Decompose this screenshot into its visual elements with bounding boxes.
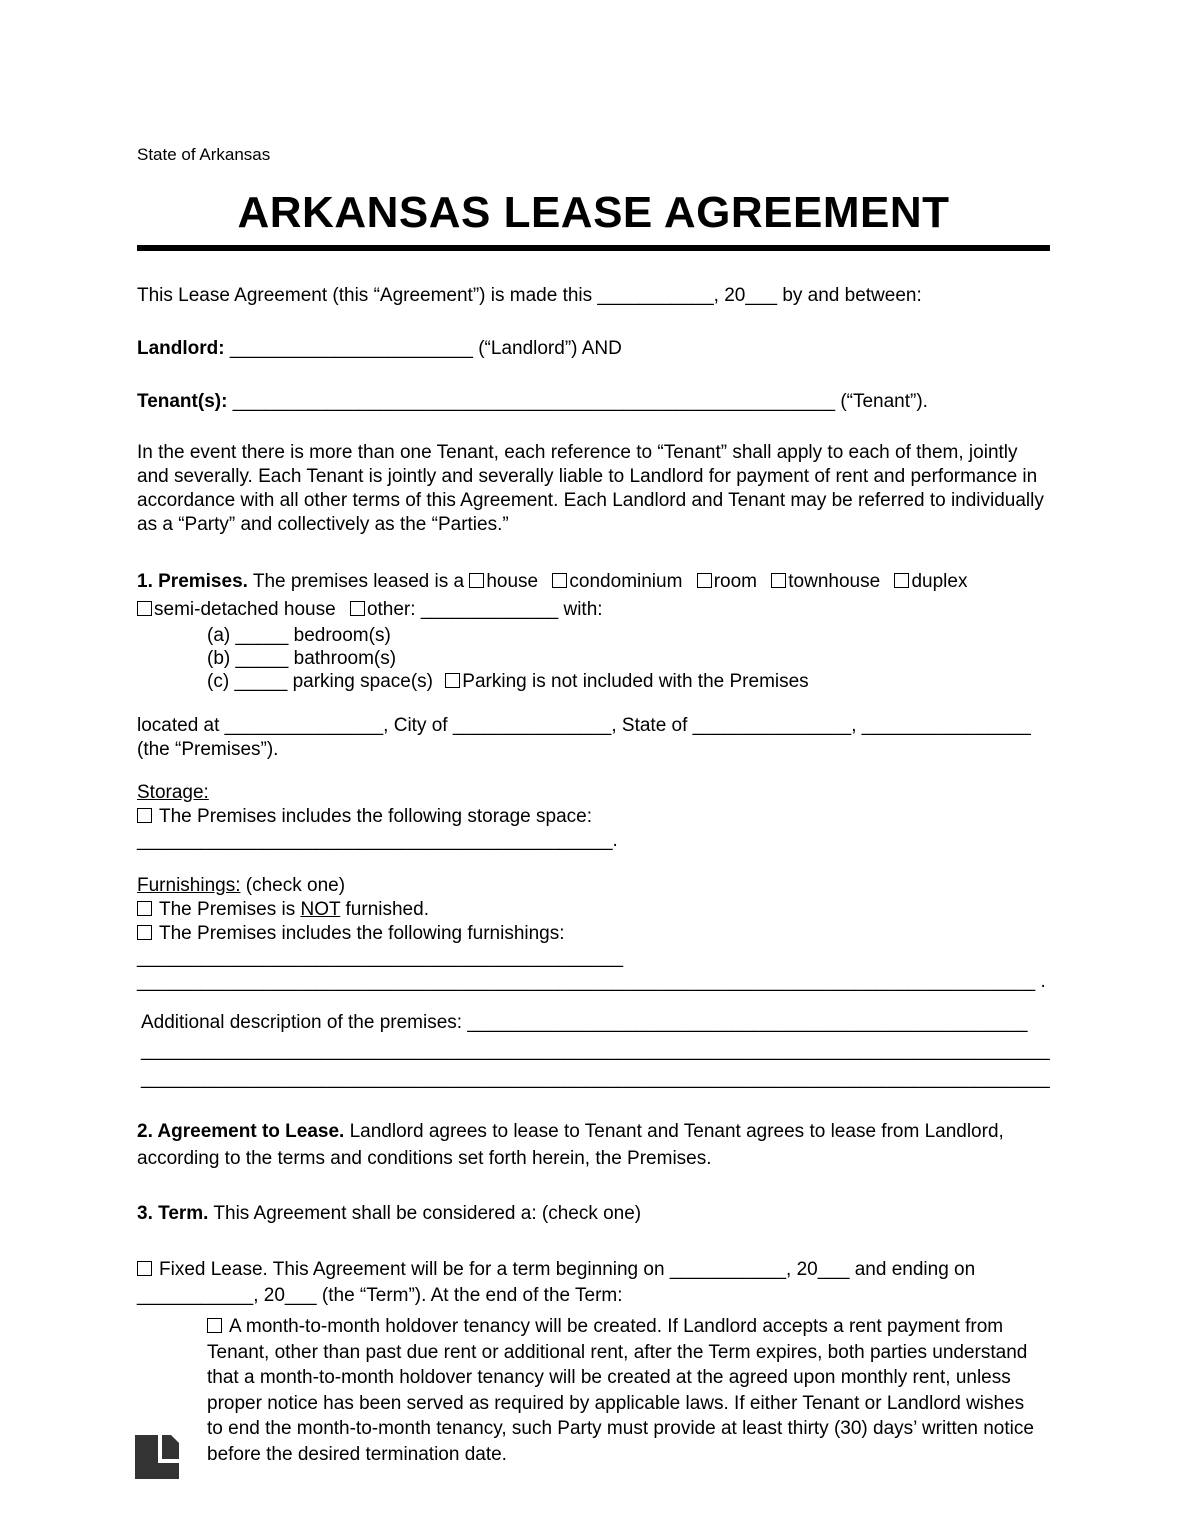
- intro-line: This Lease Agreement (this “Agreement”) is made this ___________, 20___ by and between:: [137, 285, 922, 306]
- furnished-option-text: The Premises includes the following furnishings:: [159, 923, 565, 944]
- furnishings-heading: Furnishings: (check one): [137, 875, 346, 896]
- additional-description-line-2[interactable]: ______________________________________________________________________________________: [141, 1040, 1050, 1061]
- furnished-option-line: [137, 922, 1050, 994]
- joint-liability-paragraph: In the event there is more than one Tenant, each reference to “Tenant” shall apply to each of them, jointly and severally. Each Tenant is jointly and severally liable to Landlord for payment of rent and performance in accordance with all other terms of this Agreement. Each Landlord and Tenant may be referred to individually as a “Party” and collectively as the “Parties.”: [137, 442, 1044, 535]
- checkbox-other[interactable]: other:: [350, 599, 416, 620]
- furnishings-note: (check one): [245, 875, 346, 896]
- bathrooms-prefix: (b): [207, 648, 231, 669]
- bathrooms-blank[interactable]: _____: [235, 648, 289, 669]
- with-label: with:: [563, 599, 603, 620]
- furnished-checkbox-icon[interactable]: [137, 925, 152, 940]
- other-blank[interactable]: _____________: [420, 599, 559, 620]
- furnishings-blank-line-2[interactable]: _____________________________________________________________________________________ .: [137, 971, 1046, 992]
- bedrooms-line: [207, 624, 1050, 647]
- holdover-checkbox-icon[interactable]: [207, 1318, 222, 1333]
- bedrooms-label: bedroom(s): [293, 625, 391, 646]
- landlord-line: [137, 337, 1050, 361]
- tenant-name-blank[interactable]: _________________________________________________________: [232, 391, 836, 412]
- not-furnished-option-line: The Premises is NOT furnished.: [137, 898, 1050, 922]
- legal-templates-logo-icon: [134, 1434, 180, 1480]
- fixed-lease-text: Fixed Lease. This Agreement will be for a term beginning on ___________, 20___ and ending on ___________, 20___ (the “Term”). At the end of the Term:: [137, 1259, 976, 1306]
- agreement-to-lease-section: [137, 1118, 1050, 1172]
- landlord-label: Landlord:: [137, 338, 225, 359]
- page-title: ARKANSAS LEASE AGREEMENT: [237, 188, 950, 237]
- townhouse-checkbox-icon[interactable]: [771, 573, 786, 588]
- storage-option-line: [137, 805, 1050, 853]
- bathrooms-label: bathroom(s): [293, 648, 397, 669]
- checkbox-semi-detached-house[interactable]: semi-detached house: [137, 599, 336, 620]
- premises-section: [137, 568, 1050, 624]
- additional-description-block: [137, 1009, 1050, 1093]
- fixed-lease-option: [137, 1257, 1050, 1309]
- parking-label: parking space(s): [292, 671, 434, 692]
- located-at-line: [137, 714, 1050, 762]
- bedrooms-blank[interactable]: _____: [235, 625, 289, 646]
- storage-heading: Storage:: [137, 782, 209, 803]
- landlord-after-text: (“Landlord”) AND: [478, 338, 622, 359]
- premises-lead-text: The premises leased is a: [252, 571, 465, 592]
- holdover-tenancy-option: [207, 1314, 1035, 1468]
- room-checkbox-icon[interactable]: [697, 573, 712, 588]
- term-section: [137, 1202, 1050, 1226]
- duplex-checkbox-icon[interactable]: [894, 573, 909, 588]
- semi-detached-checkbox-icon[interactable]: [137, 601, 152, 616]
- storage-blank[interactable]: _____________________________________________.: [137, 830, 618, 851]
- furnishings-blank[interactable]: ______________________________________________: [137, 947, 624, 968]
- checkbox-condominium[interactable]: condominium: [552, 571, 682, 592]
- condominium-checkbox-icon[interactable]: [552, 573, 567, 588]
- bathrooms-line: [207, 647, 1050, 670]
- storage-checkbox-icon[interactable]: [137, 808, 152, 823]
- not-furnished-checkbox-icon[interactable]: [137, 901, 152, 916]
- parking-not-included-checkbox-icon[interactable]: [445, 673, 460, 688]
- additional-description-line-3[interactable]: ______________________________________________________________________________________: [141, 1068, 1050, 1089]
- checkbox-townhouse[interactable]: townhouse: [771, 571, 880, 592]
- additional-description-blank[interactable]: _____________________________________________________: [467, 1012, 1028, 1033]
- parking-blank[interactable]: _____: [234, 671, 288, 692]
- premises-defined-text: (the “Premises”).: [137, 739, 279, 760]
- storage-option-text: The Premises includes the following storage space:: [159, 806, 593, 827]
- term-section-label: 3. Term.: [137, 1203, 209, 1224]
- other-checkbox-icon[interactable]: [350, 601, 365, 616]
- parking-line: [207, 670, 1050, 693]
- agreement-section-label: 2. Agreement to Lease.: [137, 1121, 345, 1142]
- checkbox-duplex[interactable]: duplex: [894, 571, 967, 592]
- house-checkbox-icon[interactable]: [469, 573, 484, 588]
- title-underline-bar: [137, 190, 1050, 251]
- premises-detail-list: [137, 624, 1050, 693]
- parking-prefix: (c): [207, 671, 230, 692]
- checkbox-parking-not-included[interactable]: Parking is not included with the Premises: [445, 671, 808, 692]
- tenant-after-text: (“Tenant”).: [840, 391, 928, 412]
- premises-section-label: 1. Premises.: [137, 571, 248, 592]
- agreement-section-text: Landlord agrees to lease to Tenant and Tenant agrees to lease from Landlord, according to the terms and conditions set forth herein, the Premises.: [137, 1121, 1004, 1169]
- located-at-text[interactable]: located at _______________, City of _______________, State of _______________, ________________: [137, 715, 1031, 736]
- tenant-line: [137, 390, 1050, 414]
- additional-description-label: Additional description of the premises:: [141, 1012, 463, 1033]
- fixed-lease-checkbox-icon[interactable]: [137, 1261, 152, 1276]
- bedrooms-prefix: (a): [207, 625, 231, 646]
- checkbox-house[interactable]: house: [469, 571, 538, 592]
- checkbox-room[interactable]: room: [697, 571, 757, 592]
- landlord-name-blank[interactable]: _______________________: [229, 338, 473, 359]
- tenant-label: Tenant(s):: [137, 391, 228, 412]
- term-section-text: This Agreement shall be considered a: (check one): [213, 1203, 642, 1224]
- state-label: State of Arkansas: [137, 145, 271, 164]
- holdover-text: A month-to-month holdover tenancy will be created. If Landlord accepts a rent payment from Tenant, other than past due rent or additional rent, after the Term expires, both parties understand that a month-to-month holdover tenancy will be created at the agreed upon monthly rent, unless proper notice has been served as required by applicable laws. If either Tenant or Landlord wishes to end the month-to-month tenancy, such Party must provide at least thirty (30) days’ written notice before the desired termination date.: [207, 1316, 1034, 1465]
